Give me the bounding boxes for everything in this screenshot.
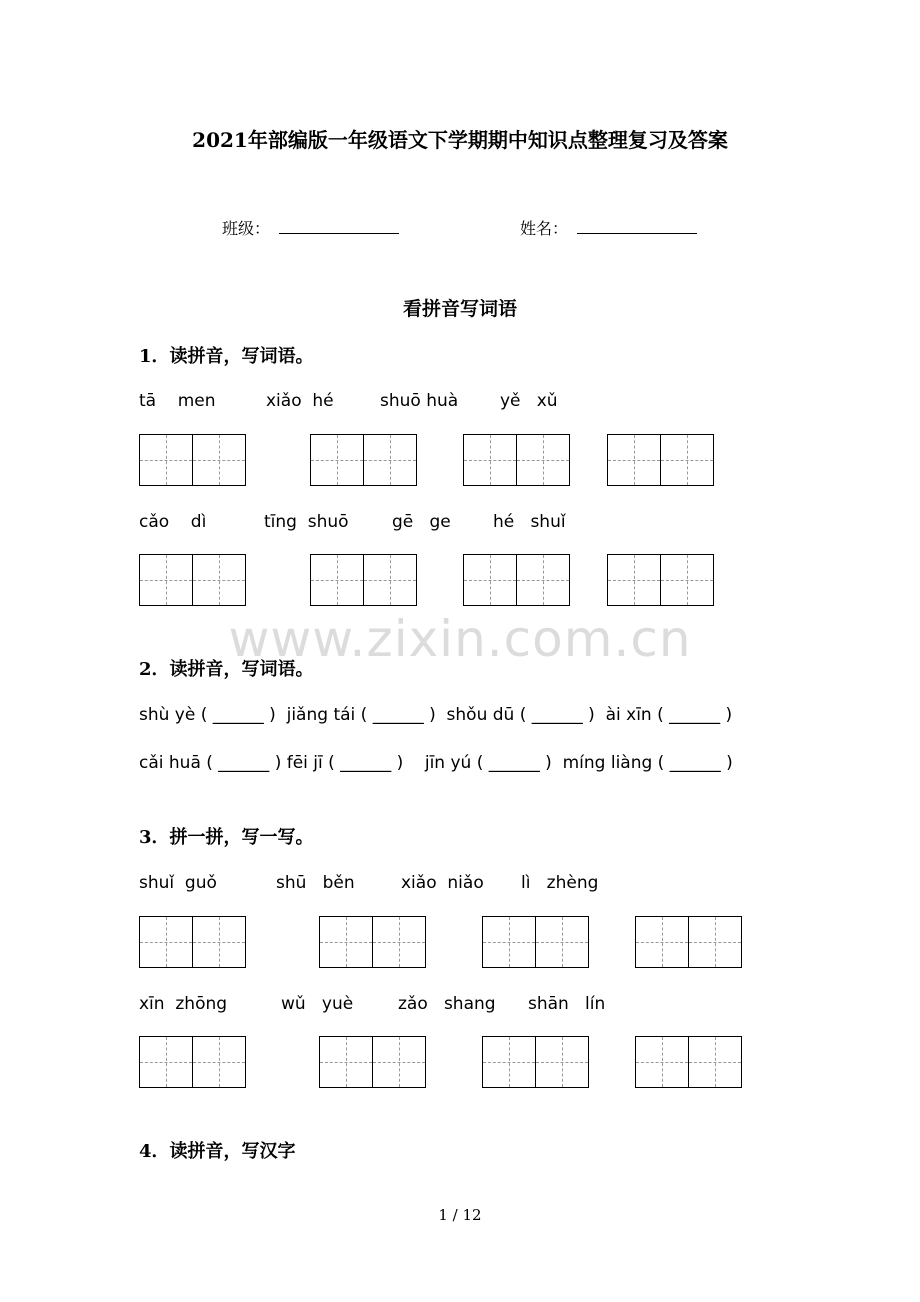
writing-grid[interactable]: [139, 1036, 246, 1088]
section-title: 看拼音写词语: [402, 298, 517, 320]
q3-pinyin-7: zǎo shang: [398, 994, 496, 1014]
q1-pinyin-8: hé shuǐ: [493, 512, 566, 532]
document-title: 2021年部编版一年级语文下学期期中知识点整理复习及答案: [192, 128, 728, 152]
q1-heading: 1．读拼音，写词语。: [139, 346, 314, 367]
writing-grid[interactable]: [635, 1036, 742, 1088]
q4-heading: 4．读拼音，写汉字: [139, 1141, 296, 1162]
q1-pinyin-2: xiǎo hé: [266, 391, 334, 411]
q3-pinyin-1: shuǐ guǒ: [139, 873, 217, 893]
q1-pinyin-6: tīng shuō: [264, 512, 349, 532]
q1-pinyin-3: shuō huà: [380, 391, 459, 411]
page-number: 1 / 12: [438, 1206, 482, 1224]
q3-pinyin-6: wǔ yuè: [281, 994, 354, 1014]
q2-heading: 2．读拼音，写词语。: [139, 659, 314, 680]
q1-pinyin-1: tā men: [139, 391, 216, 411]
watermark: www.zixin.com.cn: [228, 610, 692, 668]
q3-pinyin-4: lì zhèng: [521, 873, 599, 893]
q3-pinyin-2: shū běn: [276, 873, 355, 893]
writing-grid[interactable]: [463, 554, 570, 606]
writing-grid[interactable]: [310, 434, 417, 486]
writing-grid[interactable]: [463, 434, 570, 486]
q3-pinyin-5: xīn zhōng: [139, 994, 228, 1014]
writing-grid[interactable]: [139, 554, 246, 606]
writing-grid[interactable]: [310, 554, 417, 606]
writing-grid[interactable]: [482, 1036, 589, 1088]
q1-pinyin-5: cǎo dì: [139, 512, 207, 532]
q1-pinyin-4: yě xǔ: [500, 391, 558, 411]
class-label: 班级：: [222, 219, 271, 238]
name-blank[interactable]: [577, 233, 697, 234]
q1-pinyin-7: gē ge: [392, 512, 451, 532]
writing-grid[interactable]: [607, 434, 714, 486]
q3-pinyin-8: shān lín: [528, 994, 606, 1014]
writing-grid[interactable]: [139, 434, 246, 486]
writing-grid[interactable]: [139, 916, 246, 968]
class-blank[interactable]: [279, 233, 399, 234]
q2-line-2: cǎi huā ( ______ ) fēi jī ( ______ ) jīn yú ( ______ ) míng liàng ( ______ ): [139, 753, 733, 773]
writing-grid[interactable]: [319, 1036, 426, 1088]
writing-grid[interactable]: [319, 916, 426, 968]
writing-grid[interactable]: [635, 916, 742, 968]
writing-grid[interactable]: [482, 916, 589, 968]
q3-heading: 3．拼一拼，写一写。: [139, 827, 314, 848]
writing-grid[interactable]: [607, 554, 714, 606]
q2-line-1: shù yè ( ______ ) jiǎng tái ( ______ ) shǒu dū ( ______ ) ài xīn ( ______ ): [139, 705, 733, 725]
name-label: 姓名：: [520, 219, 569, 238]
q3-pinyin-3: xiǎo niǎo: [401, 873, 484, 893]
